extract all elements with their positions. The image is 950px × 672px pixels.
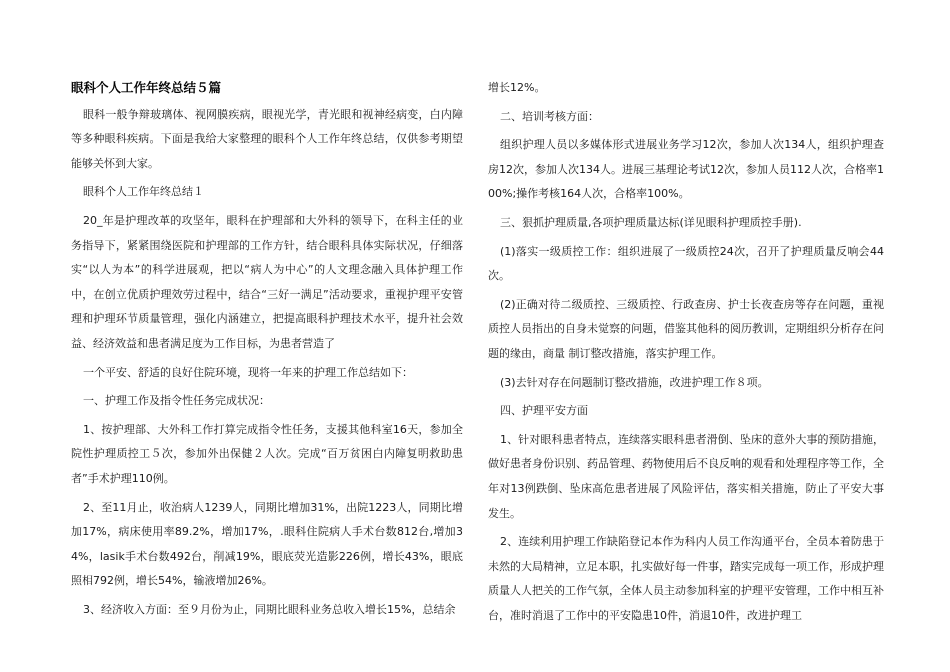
section-heading: 二、培训考核方面： bbox=[500, 109, 599, 123]
paragraph: 眼科一般争辩玻璃体、视网膜疾病，眼视光学，青光眼和视神经病变，白内障等多种眼科疾病。下面是我给大家整理的眼科个人工作年终总结，仅供参考期望能够关怀到大家。 bbox=[71, 107, 463, 170]
section-heading: 眼科个人工作年终总结１ bbox=[83, 185, 204, 199]
paragraph: 2、至11月止，收治病人1239人，同期比增加31%，出院1223人，同期比增加17%，病床使用率89.2%，增加17%，.眼科住院病人手术台数812台,增加34%，lasik手术台数492台，削减19%，眼底荧光造影226例，增长43%，眼底照相792例，增长54%，输液增加26%。 bbox=[71, 500, 463, 588]
right-column bbox=[488, 76, 884, 632]
left-column bbox=[71, 76, 463, 626]
document-title: 眼科个人工作年终总结５篇 bbox=[71, 80, 222, 95]
paragraph-continuation: 增长12%。 bbox=[488, 81, 546, 94]
paragraph: (3)去针对存在问题制订整改措施，改进护理工作８项。 bbox=[500, 375, 769, 389]
section-heading: 三、狠抓护理质量,各项护理质量达标(详见眼科护理质控手册). bbox=[500, 215, 802, 229]
paragraph: 组织护理人员以多媒体形式进展业务学习12次，参加人次134人，组织护理查房12次，参加人次134人。进展三基理论考试12次，参加人员112人次，合格率100%;操作考核164人次，合格率100%。 bbox=[488, 138, 884, 201]
section-heading: 一、护理工作及指令性任务完成状况： bbox=[83, 394, 270, 408]
paragraph: 3、经济收入方面：至９月份为止，同期比眼科业务总收入增长15%，总结余 bbox=[83, 602, 456, 616]
paragraph: (1)落实一级质控工作：组织进展了一级质控24次，召开了护理质量反响会44次。 bbox=[488, 244, 884, 283]
paragraph: 20_年是护理改革的攻坚年，眼科在护理部和大外科的领导下，在科主任的业务指导下，紧紧围绕医院和护理部的工作方针，结合眼科具体实际状况，仔细落实“以人为本”的科学进展观，把以“病人为中心”的人文理念融入具体护理工作中，在创立优质护理效劳过程中，结合“三好一满足”活动要求，重视护理平安管理和护理环节质量管理，强化内涵建立，把提高眼科护理技术水平，提升社会效益、经济效益和患者满足度为工作目标，为患者营造了 bbox=[71, 213, 463, 350]
paragraph: 1、针对眼科患者特点，连续落实眼科患者滑倒、坠床的意外大事的预防措施，做好患者身份识别、药品管理、药物使用后不良反响的观看和处理程序等工作，全年对13例跌倒、坠床高危患者进展了风险评估，落实相关措施，防止了平安大事发生。 bbox=[488, 432, 884, 520]
paragraph: 一个平安、舒适的良好住院环境，现将一年来的护理工作总结如下： bbox=[83, 365, 413, 379]
paragraph: 1、按护理部、大外科工作打算完成指令性任务，支援其他科室16天，参加全院性护理质控工５次，参加外出保健２人次。完成“百万贫困白内障复明救助患者”手术护理110例。 bbox=[71, 422, 463, 485]
paragraph: (2)正确对待二级质控、三级质控、行政查房、护士长夜查房等存在问题，重视质控人员指出的自身未觉察的问题，借鉴其他科的阅历教训，定期组织分析存在问题的缘由，商量 制订整改措施，落实护理工作。 bbox=[488, 297, 884, 360]
section-heading: 四、护理平安方面 bbox=[500, 404, 588, 418]
paragraph: 2、连续利用护理工作缺陷登记本作为科内人员工作沟通平台，全员本着防患于未然的大局精神，立足本职，扎实做好每一件事，踏实完成每一项工作，形成护理质量人人把关的工作气氛，全体人员主动参加科室的护理平安管理，工作中相互补台，准时消退了工作中的平安隐患10件，消退10件，改进护理工 bbox=[488, 535, 884, 622]
